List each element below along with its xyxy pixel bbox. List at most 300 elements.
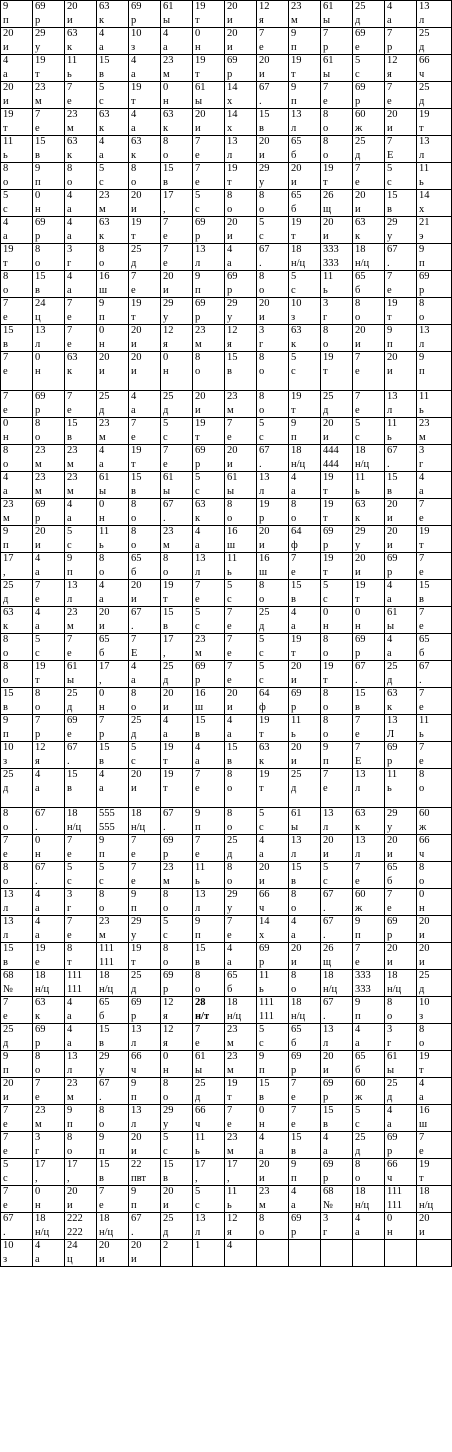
grid-cell — [129, 715, 161, 742]
cell-letter: , — [35, 1173, 38, 1184]
cell-code: 25 — [355, 136, 366, 147]
cell-code: 19 — [323, 553, 334, 564]
cell-code: 20 — [227, 28, 238, 39]
cell-code: 9 — [131, 1186, 137, 1197]
grid-cell — [1, 163, 33, 190]
cell-code: 13 — [3, 916, 14, 927]
grid-cell — [65, 769, 97, 808]
grid-cell — [1, 352, 33, 391]
cell-letter: и — [163, 702, 169, 713]
cell-letter: о — [99, 567, 105, 578]
cell-code: 25 — [387, 661, 398, 672]
grid-cell — [385, 1213, 417, 1240]
grid-cell — [33, 862, 65, 889]
cell-code: 8 — [259, 352, 265, 363]
cell-code: 13 — [323, 808, 334, 819]
grid-cell — [225, 271, 257, 298]
cell-letter: ь — [419, 729, 424, 740]
cell-code: 11 — [419, 163, 430, 174]
grid-cell — [353, 163, 385, 190]
grid-cell — [129, 835, 161, 862]
cell-code: 9 — [387, 325, 393, 336]
cell-code: 7 — [131, 835, 137, 846]
grid-cell — [321, 163, 353, 190]
grid-cell — [289, 553, 321, 580]
cell-letter: в — [99, 1038, 104, 1049]
cell-code: 7 — [163, 217, 169, 228]
cell-code: 19 — [419, 109, 430, 120]
cell-letter: к — [67, 42, 73, 53]
cell-code: 25 — [67, 688, 78, 699]
grid-cell — [353, 325, 385, 352]
cell-code: 5 — [195, 1186, 201, 1197]
cell-code: 15 — [99, 55, 110, 66]
grid-cell — [65, 55, 97, 82]
cell-letter: л — [259, 486, 265, 497]
cell-letter: м — [227, 1038, 234, 1049]
cell-letter: № — [323, 1200, 334, 1211]
grid-cell — [97, 271, 129, 298]
grid-cell — [417, 1105, 452, 1132]
grid-cell — [257, 28, 289, 55]
cell-letter: о — [387, 1011, 393, 1022]
grid-cell — [257, 472, 289, 499]
grid-cell — [161, 970, 193, 997]
grid-cell — [289, 1159, 321, 1186]
grid-cell — [1, 1159, 33, 1186]
cell-letter: н/т — [195, 1011, 210, 1022]
grid-cell — [161, 808, 193, 835]
cell-code: 5 — [35, 634, 41, 645]
grid-cell — [257, 1186, 289, 1213]
cell-letter: о — [291, 903, 297, 914]
cell-letter: и — [131, 204, 137, 215]
cell-letter: м — [227, 405, 234, 416]
grid-cell — [193, 889, 225, 916]
cell-code: 19 — [131, 82, 142, 93]
cell-letter: ь — [3, 150, 8, 161]
cell-code: 7 — [3, 997, 9, 1008]
cell-code: 8 — [67, 943, 73, 954]
grid-cell — [193, 1186, 225, 1213]
grid-cell — [1, 553, 33, 580]
cell-letter: в — [35, 285, 40, 296]
cell-code: 5 — [291, 271, 297, 282]
grid-cell — [289, 835, 321, 862]
cell-code: 67 — [99, 1078, 110, 1089]
grid-cell — [193, 688, 225, 715]
grid-cell — [353, 835, 385, 862]
grid-cell — [417, 28, 452, 55]
cell-code: 16 — [195, 688, 206, 699]
grid-cell — [385, 1051, 417, 1078]
cell-letter: и — [419, 1227, 425, 1238]
cell-letter: а — [291, 1200, 296, 1211]
cell-letter: а — [227, 729, 232, 740]
cell-letter: . — [419, 675, 422, 686]
grid-cell — [65, 835, 97, 862]
cell-letter: к — [67, 150, 73, 161]
grid-cell — [417, 1078, 452, 1105]
cell-code: 61 — [67, 661, 78, 672]
cell-letter: е — [227, 648, 232, 659]
cell-letter: о — [163, 957, 169, 968]
cell-code: 69 — [195, 445, 206, 456]
grid-cell — [417, 163, 452, 190]
cell-letter: ж — [355, 903, 363, 914]
cell-letter: н/ц — [99, 1227, 114, 1238]
cell-code: 0 — [35, 190, 41, 201]
cell-letter: а — [99, 594, 104, 605]
grid-cell — [161, 916, 193, 943]
grid-cell — [289, 1051, 321, 1078]
cell-code: 8 — [163, 889, 169, 900]
grid-cell — [33, 28, 65, 55]
cell-letter: д — [163, 405, 169, 416]
cell-letter: и — [387, 513, 393, 524]
cell-code: 4 — [99, 769, 105, 780]
cell-letter: н/ц — [291, 1011, 306, 1022]
grid-cell — [225, 769, 257, 808]
cell-code: 9 — [195, 916, 201, 927]
cell-code: 25 — [99, 391, 110, 402]
cell-letter: я — [163, 1011, 168, 1022]
cell-letter: о — [323, 123, 329, 134]
cell-code: 63 — [355, 499, 366, 510]
cell-code: 18 — [99, 970, 110, 981]
grid-cell — [353, 526, 385, 553]
grid-cell — [65, 163, 97, 190]
grid-cell — [1, 445, 33, 472]
grid-cell — [1, 997, 33, 1024]
cell-code: 69 — [195, 298, 206, 309]
cell-letter: м — [35, 486, 42, 497]
cell-code: 15 — [195, 715, 206, 726]
cell-code: 63 — [67, 352, 78, 363]
cell-letter: с — [259, 432, 264, 443]
cell-letter: е — [419, 702, 424, 713]
grid-cell — [193, 352, 225, 391]
cell-letter: в — [291, 1146, 296, 1157]
grid-cell — [161, 1159, 193, 1186]
grid-cell — [353, 1132, 385, 1159]
grid-cell — [417, 1159, 452, 1186]
cell-letter: о — [3, 822, 9, 833]
cell-code: 18 — [35, 970, 46, 981]
cell-letter: у — [35, 42, 41, 53]
cell-code: 20 — [419, 943, 430, 954]
grid-cell — [1, 742, 33, 769]
grid-cell — [65, 217, 97, 244]
cell-code: 12 — [227, 1213, 238, 1224]
cell-code: 5 — [227, 580, 233, 591]
grid-cell — [97, 298, 129, 325]
cell-code: 7 — [355, 742, 361, 753]
cell-letter: е — [323, 96, 328, 107]
cell-letter: т — [227, 177, 232, 188]
cell-letter: и — [227, 15, 233, 26]
grid-cell — [33, 190, 65, 217]
grid-cell — [97, 742, 129, 769]
grid-cell — [1, 271, 33, 298]
cell-letter: д — [355, 1146, 361, 1157]
cell-code: 5 — [67, 526, 73, 537]
grid-cell — [225, 472, 257, 499]
grid-cell — [385, 472, 417, 499]
cell-code: 20 — [195, 391, 206, 402]
grid-row — [1, 553, 452, 580]
cell-letter: е — [67, 96, 72, 107]
cell-code: 5 — [195, 607, 201, 618]
grid-cell — [289, 298, 321, 325]
cell-letter: а — [323, 1146, 328, 1157]
cell-code: 18 — [227, 997, 238, 1008]
cell-code: 4 — [163, 715, 169, 726]
grid-cell — [385, 298, 417, 325]
cell-code: 69 — [291, 1213, 302, 1224]
cell-code: 15 — [163, 163, 174, 174]
cell-code: 61 — [323, 1, 334, 12]
cell-code: 67 — [163, 499, 174, 510]
cell-letter: п — [195, 822, 201, 833]
grid-cell — [129, 136, 161, 163]
grid-cell — [1, 661, 33, 688]
grid-cell — [129, 472, 161, 499]
cell-letter: т — [419, 123, 424, 134]
grid-cell — [1, 580, 33, 607]
cell-code: 65 — [227, 970, 238, 981]
cell-code: 20 — [259, 1159, 270, 1170]
cell-code: 18 — [67, 808, 78, 819]
cell-letter: ц — [67, 1254, 73, 1265]
grid-cell — [97, 1024, 129, 1051]
grid-cell — [225, 1213, 257, 1240]
cell-code: 13 — [419, 1, 430, 12]
cell-letter: о — [163, 903, 169, 914]
cell-code: 64 — [259, 688, 270, 699]
cell-code: 8 — [419, 769, 425, 780]
cell-code: 5 — [323, 580, 329, 591]
grid-cell — [225, 1132, 257, 1159]
grid-cell — [417, 970, 452, 997]
cell-code: 8 — [67, 163, 73, 174]
cell-code: 69 — [195, 661, 206, 672]
cell-letter: е — [355, 876, 360, 887]
cell-code: 5 — [163, 418, 169, 429]
cell-letter: ь — [195, 1146, 200, 1157]
grid-cell — [33, 109, 65, 136]
cell-letter: . — [35, 822, 38, 833]
grid-cell — [385, 661, 417, 688]
cell-code: 3 — [67, 889, 73, 900]
cell-code: 19 — [419, 1159, 430, 1170]
grid-cell — [193, 1240, 225, 1267]
cell-letter: . — [99, 1092, 102, 1103]
cell-code: 66 — [259, 889, 270, 900]
cell-code: 69 — [355, 28, 366, 39]
cell-letter: д — [3, 1038, 9, 1049]
cell-code: 8 — [131, 688, 137, 699]
cell-letter: е — [227, 621, 232, 632]
cell-letter: я — [163, 339, 168, 350]
cell-code: 20 — [99, 1240, 110, 1251]
cell-code: 67 — [355, 661, 366, 672]
cell-code: 9 — [195, 271, 201, 282]
cell-code: 9 — [291, 1159, 297, 1170]
grid-row — [1, 352, 452, 391]
cell-code: 19 — [323, 661, 334, 672]
cell-code: 69 — [131, 1, 142, 12]
grid-cell — [33, 970, 65, 997]
cell-code: 4 — [131, 661, 137, 672]
cell-code: 20 — [163, 1186, 174, 1197]
cell-letter: п — [291, 96, 297, 107]
cell-letter: . — [131, 621, 134, 632]
grid-row — [1, 217, 452, 244]
cell-letter: а — [163, 729, 168, 740]
cell-letter: е — [3, 366, 8, 377]
grid-cell — [289, 1, 321, 28]
cell-code: 0 — [99, 499, 105, 510]
cell-letter: о — [419, 876, 425, 887]
cell-code: 7 — [3, 298, 9, 309]
grid-cell — [97, 580, 129, 607]
grid-cell — [385, 943, 417, 970]
grid-cell — [193, 1078, 225, 1105]
cell-letter: р — [387, 1146, 393, 1157]
cell-code: 4 — [387, 1105, 393, 1116]
grid-cell — [321, 271, 353, 298]
grid-cell — [65, 970, 97, 997]
cell-code: 13 — [67, 580, 78, 591]
cell-letter: м — [35, 1119, 42, 1130]
cell-code: 11 — [227, 1186, 238, 1197]
grid-row — [1, 835, 452, 862]
grid-row — [1, 325, 452, 352]
cell-letter: т — [3, 123, 8, 134]
cell-letter: ж — [355, 1092, 363, 1103]
cell-letter: д — [419, 42, 425, 53]
grid-cell — [1, 970, 33, 997]
cell-letter: н — [387, 1227, 393, 1238]
cell-code: 23 — [259, 1186, 270, 1197]
cell-code: 23 — [227, 391, 238, 402]
cell-letter: о — [227, 513, 233, 524]
cell-letter: с — [67, 540, 72, 551]
grid-cell — [97, 862, 129, 889]
grid-cell — [129, 943, 161, 970]
cell-code: 69 — [67, 715, 78, 726]
grid-cell — [353, 1, 385, 28]
cell-letter: а — [227, 957, 232, 968]
cell-letter: . — [163, 822, 166, 833]
cell-letter: е — [67, 729, 72, 740]
grid-cell — [1, 916, 33, 943]
grid-cell — [257, 1078, 289, 1105]
cell-letter: т — [291, 648, 296, 659]
grid-cell — [161, 607, 193, 634]
cell-code: 20 — [99, 352, 110, 363]
cell-letter: б — [131, 567, 137, 578]
grid-cell — [33, 1132, 65, 1159]
cell-letter: т — [419, 1173, 424, 1184]
cell-code: 14 — [227, 82, 238, 93]
cell-code: 13 — [35, 325, 46, 336]
cell-code: 0 — [259, 1105, 265, 1116]
cell-letter: е — [227, 675, 232, 686]
grid-cell — [193, 661, 225, 688]
cell-code: 10 — [3, 742, 14, 753]
cell-letter: о — [163, 567, 169, 578]
cell-code: 333 — [355, 970, 371, 981]
grid-cell — [353, 688, 385, 715]
grid-cell — [193, 1051, 225, 1078]
grid-cell — [97, 808, 129, 835]
cell-code: 20 — [323, 217, 334, 228]
cell-letter: в — [3, 702, 8, 713]
cell-letter: е — [419, 756, 424, 767]
cell-letter: д — [323, 405, 329, 416]
grid-cell — [225, 715, 257, 742]
cell-code: 23 — [195, 325, 206, 336]
cell-letter: л — [291, 849, 297, 860]
cell-letter: о — [3, 459, 9, 470]
cell-code: 23 — [99, 190, 110, 201]
cell-letter: н — [99, 339, 105, 350]
grid-cell — [161, 997, 193, 1024]
cell-code: 17 — [163, 190, 174, 201]
grid-row — [1, 136, 452, 163]
cell-letter: 111 — [259, 1011, 274, 1022]
grid-cell — [33, 391, 65, 418]
cell-letter: п — [291, 42, 297, 53]
cell-code: 16 — [227, 526, 238, 537]
grid-cell — [321, 325, 353, 352]
cell-letter: к — [131, 150, 137, 161]
grid-cell — [385, 997, 417, 1024]
cell-letter: л — [131, 1038, 137, 1049]
grid-cell — [353, 1105, 385, 1132]
grid-cell — [385, 190, 417, 217]
grid-cell — [129, 499, 161, 526]
cell-letter: и — [259, 876, 265, 887]
cell-letter: е — [419, 1146, 424, 1157]
grid-cell — [129, 445, 161, 472]
cell-letter: т — [195, 15, 200, 26]
cell-code: 17 — [35, 1159, 46, 1170]
cell-letter: т — [323, 513, 328, 524]
cell-code: 7 — [67, 325, 73, 336]
cell-letter: ь — [195, 876, 200, 887]
grid-cell — [385, 1240, 417, 1267]
grid-cell — [33, 634, 65, 661]
cell-code: 4 — [195, 526, 201, 537]
cell-code: 7 — [387, 82, 393, 93]
cell-letter: и — [195, 123, 201, 134]
grid-cell — [129, 889, 161, 916]
cell-code: 7 — [387, 889, 393, 900]
grid-cell — [353, 1078, 385, 1105]
cell-letter: д — [419, 984, 425, 995]
grid-cell — [129, 1186, 161, 1213]
cell-code: 15 — [35, 136, 46, 147]
grid-cell — [1, 688, 33, 715]
grid-cell — [33, 526, 65, 553]
grid-cell — [225, 862, 257, 889]
cell-letter: з — [3, 756, 8, 767]
cell-letter: к — [99, 231, 105, 242]
cell-letter: е — [67, 312, 72, 323]
